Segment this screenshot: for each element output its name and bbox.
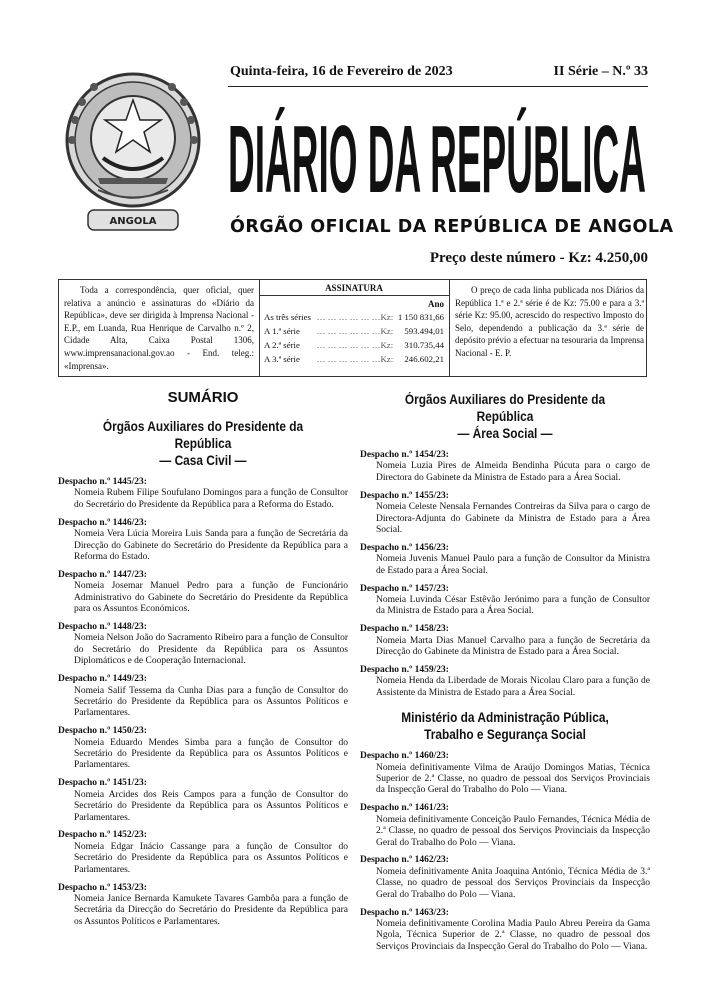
despacho-number: Despacho n.º 1462/23: — [360, 855, 449, 866]
masthead-subtitle: ÓRGÃO OFICIAL DA REPÚBLICA DE ANGOLA — [230, 217, 674, 237]
despacho-number: Despacho n.º 1458/23: — [360, 624, 449, 635]
despacho-description: Nomeia Arcides dos Reis Campos para a função de Consultor do Secretário do Presidente da República para os Assuntos Políticos e Parlamentares. — [74, 789, 348, 823]
despacho-description: Nomeia Vera Lúcia Moreira Luis Sanda para a função de Secretária da Direcção do Gabinete do Secretário do Presidente da República para a Reforma do Estado. — [74, 529, 348, 562]
correspondence-column — [59, 280, 260, 376]
section-heading-line: Órgãos Auxiliares do Presidente da República — [404, 392, 606, 424]
section-heading-line: — Área Social — — [457, 426, 553, 441]
issue-date: Quinta-feira, 16 de Fevereiro de 2023 — [230, 64, 453, 79]
subscription-label: A 2.ª série — [264, 340, 300, 350]
subscription-dots: … … … … … …Kz: — [316, 326, 394, 336]
despacho-description: Nomeia Henda da Liberdade de Morais Nicolau Claro para a função de Assistente da Ministra de Estado para a Área Social. — [376, 676, 650, 698]
header-divider — [228, 86, 648, 87]
despacho-entry — [58, 830, 348, 876]
despacho-description: Nomeia definitivamente Vilma de Araújo Domingos Matias, Técnica Superior de 2.ª Classe, no quadro de pessoal dos Serviços Provinciais da Inspecção Geral do Trabalho do Polo — Viana. — [376, 762, 650, 796]
info-box — [58, 279, 647, 377]
subscription-column — [259, 280, 450, 376]
despacho-entry — [58, 570, 348, 616]
despacho-number: Despacho n.º 1445/23: — [58, 477, 147, 487]
despacho-entry — [360, 908, 650, 954]
despacho-entry — [360, 450, 650, 484]
despacho-number: Despacho n.º 1453/23: — [58, 882, 147, 893]
subscription-row — [259, 352, 449, 366]
despacho-number: Despacho n.º 1457/23: — [360, 583, 449, 594]
despacho-entry — [58, 883, 348, 929]
despacho-number: Despacho n.º 1463/23: — [360, 907, 449, 918]
despacho-number: Despacho n.º 1449/23: — [58, 674, 147, 685]
despacho-entry — [360, 491, 650, 537]
subscription-dots: … … … … … …Kz: — [316, 354, 394, 364]
left-column — [58, 385, 348, 935]
despacho-description: Nomeia Nelson João do Sacramento Ribeiro para a função de Consultor do Secretário do Presidente da República para os Assuntos Diplomáticos e de Cooperação Internacional. — [74, 633, 348, 667]
despacho-number: Despacho n.º 1455/23: — [360, 490, 449, 501]
despacho-description: Nomeia Celeste Nensala Fernandes Contreiras da Silva para o cargo de Directora-Adjunta do Gabinete da Ministra de Estado para a Área Social. — [376, 502, 650, 535]
despacho-entry — [58, 518, 348, 564]
despacho-number: Despacho n.º 1448/23: — [58, 621, 147, 632]
entry-list — [58, 477, 348, 928]
subscription-dots: … … … … … …Kz: — [316, 312, 394, 322]
entry-list — [360, 751, 650, 953]
despacho-number: Despacho n.º 1460/23: — [360, 751, 449, 762]
despacho-description: Nomeia Salif Tessema da Cunha Dias para a função de Consultor do Secretário do Presidente da República para os Assuntos Políticos e Parlamentares. — [74, 685, 348, 719]
despacho-entry — [58, 622, 348, 668]
entry-list — [360, 450, 650, 699]
despacho-number: Despacho n.º 1451/23: — [58, 778, 147, 789]
subscription-label: A 3.ª série — [264, 354, 300, 364]
despacho-entry — [360, 543, 650, 577]
subscription-amount: 310.735,44 — [404, 340, 444, 350]
masthead-title — [228, 106, 648, 213]
section-heading — [377, 709, 632, 743]
despacho-entry — [58, 726, 348, 772]
despacho-entry — [58, 778, 348, 824]
despacho-description: Nomeia Josemar Manuel Pedro para a função de Funcionário Administrativo do Gabinete do Secretário do Presidente da República para os Assuntos Económicos. — [74, 581, 348, 615]
subscription-label: A 1.ª série — [264, 326, 300, 336]
despacho-description: Nomeia Janice Bernarda Kamukete Tavares Gambôa para a função de Secretária da Direcção do Secretário do Presidente da República para os Assuntos Políticos e Parlamentares. — [74, 894, 348, 927]
subscription-title: ASSINATURA — [259, 280, 449, 296]
subscription-amount: 246.602,21 — [404, 354, 444, 364]
despacho-number: Despacho n.º 1459/23: — [360, 665, 449, 675]
subscription-amount: 1 150 831,66 — [397, 312, 444, 322]
despacho-entry — [360, 665, 650, 699]
section-heading-line: Ministério da Administração Pública, — [401, 710, 609, 726]
section-heading-line: Órgãos Auxiliares do Presidente da República — [102, 419, 304, 451]
despacho-description: Nomeia Edgar Inácio Cassange para a função de Consultor do Secretário do Presidente da República para os Assuntos Políticos e Parlamentares. — [74, 841, 348, 875]
issue-price: Preço deste número - Kz: 4.250,00 — [429, 250, 648, 266]
despacho-number: Despacho n.º 1447/23: — [58, 569, 147, 580]
summary-title: SUMÁRIO — [167, 389, 239, 406]
despacho-description: Nomeia Marta Dias Manuel Carvalho para a função de Secretária da Direcção do Gabinete da Ministra de Estado para a Área Social. — [376, 635, 650, 658]
section-heading-line: — Casa Civil — — [159, 453, 247, 468]
right-column — [360, 385, 650, 960]
subscription-row — [259, 310, 449, 324]
despacho-number: Despacho n.º 1461/23: — [360, 803, 449, 814]
despacho-number: Despacho n.º 1446/23: — [58, 517, 147, 528]
section-heading — [75, 418, 330, 469]
despacho-description: Nomeia definitivamente Anita Joaquina António, Técnica Média de 3.ª Classe, no quadro de pessoal dos Serviços Provinciais da Inspecção Geral do Trabalho do Polo — Viana. — [376, 866, 650, 900]
pricing-note: O preço de cada linha publicada nos Diários da República 1.ª e 2.ª série é de Kz: 75.00 e para a 3.ª série Kz: 95.00, acrescido do respectivo Imposto do Selo, dependendo a publicação da 3.ª série de depósito prévio a efectuar na tesouraria da Imprensa Nacional - E. P. — [455, 285, 644, 358]
despacho-entry — [360, 855, 650, 901]
subscription-row — [259, 324, 449, 338]
despacho-entry — [58, 477, 348, 511]
despacho-description: Nomeia definitivamente Corolina Madia Paulo Abreu Pereira da Gama Ngola, Técnica Superior de 2.ª Classe, no quadro de pessoal dos Serviços Provinciais da Inspecção Geral do Trabalho do Polo — Viana. — [376, 919, 650, 952]
despacho-entry — [360, 751, 650, 797]
despacho-description: Nomeia Eduardo Mendes Simba para a função de Consultor do Secretário do Presidente da República para os Assuntos Políticos e Parlamentares. — [74, 737, 348, 771]
section-heading-line: Trabalho e Segurança Social — [424, 727, 586, 743]
despacho-number: Despacho n.º 1450/23: — [58, 726, 147, 737]
despacho-entry — [360, 803, 650, 849]
subscription-dots: … … … … … …Kz: — [316, 340, 394, 350]
subscription-amount: 593.494,01 — [404, 326, 444, 336]
despacho-entry — [360, 584, 650, 618]
despacho-entry — [58, 674, 348, 720]
despacho-description: Nomeia Luvinda César Estêvão Jerónimo para a função de Consultor da Ministra de Estado para a Área Social. — [376, 594, 650, 617]
despacho-entry — [360, 624, 650, 658]
section-heading — [377, 391, 632, 442]
despacho-description: Nomeia Juvenis Manuel Paulo para a função de Consultor da Ministra de Estado para a Área Social. — [376, 554, 650, 576]
subscription-label: As três séries — [264, 312, 311, 322]
subscription-row — [259, 338, 449, 352]
despacho-description: Nomeia Rubem Filipe Soufulano Domingos para a função de Consultor do Secretário do Presidente da República para a Reforma do Estado. — [74, 488, 348, 510]
issue-series: II Série – N.º 33 — [553, 64, 648, 79]
angola-emblem-icon — [58, 60, 208, 242]
despacho-description: Nomeia Luzia Pires de Almeida Bendinha Púcuta para o cargo de Directora do Gabinete da Ministra de Estado para a Área Social. — [376, 461, 650, 483]
despacho-description: Nomeia definitivamente Conceição Paulo Fernandes, Técnica Média de 2.ª Classe, no quadro de pessoal dos Serviços Provinciais da Inspecção Geral do Trabalho do Polo — Viana. — [376, 814, 650, 848]
subscription-year-label: Ano — [427, 299, 444, 309]
title-text: DIÁRIO DA REPÚBLICA — [228, 106, 646, 213]
despacho-number: Despacho n.º 1454/23: — [360, 450, 449, 460]
despacho-number: Despacho n.º 1456/23: — [360, 542, 449, 553]
pricing-column — [449, 280, 648, 376]
emblem-label: ANGOLA — [109, 216, 157, 227]
correspondence-text: Toda a correspondência, quer oficial, quer relativa a anúncio e assinaturas do «Diário da República», deve ser dirigida à Imprensa Nacional - E.P., em Luanda, Rua Henrique de Carvalho n.º 2, Cidade Alta, Caixa Postal 1306, www.imprensanacional.gov.ao - End. teleg.: «Imprensa». — [64, 285, 254, 371]
despacho-number: Despacho n.º 1452/23: — [58, 830, 147, 841]
